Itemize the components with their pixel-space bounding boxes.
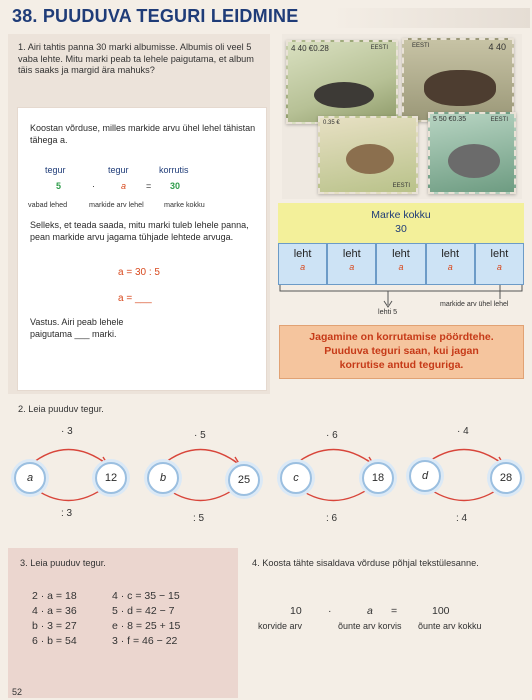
value-30: 30 xyxy=(170,181,181,191)
cycle3-top: · 6 xyxy=(326,430,338,441)
task3-eq-left-1: 2 · a = 18 xyxy=(32,590,77,602)
rule-line-1: Jagamine on korrutamise pöördtehe. xyxy=(309,331,494,343)
card-intro: Koostan võrduse, milles markide arvu ühel lehel tähistan tähega a. xyxy=(30,123,256,145)
task4-n1: 10 xyxy=(290,605,302,617)
lehti-label: lehti 5 xyxy=(378,307,398,316)
card-explanation: Selleks, et teada saada, mitu marki tuleb lehele panna, pean markide arvu jagama tühjade lehtede arvuga. xyxy=(30,220,249,242)
badger-illustration xyxy=(314,82,374,108)
task2-label: 2. Leia puuduv tegur. xyxy=(18,404,104,414)
task4-label: 4. Koosta tähte sisaldava võrduse põhjal tekstülesanne. xyxy=(252,558,479,568)
task4-n3: 100 xyxy=(432,605,450,617)
task4-n2: a xyxy=(367,605,373,617)
boar-illustration xyxy=(424,70,496,106)
cycle1-left: a xyxy=(14,462,46,494)
task4-eq: = xyxy=(391,605,398,617)
equals-sign: = xyxy=(146,181,152,191)
leht-cell: leht a xyxy=(475,243,524,285)
task3-eq-right-2: 5 · d = 42 − 7 xyxy=(112,605,175,617)
leht-row xyxy=(278,243,524,285)
task3-label: 3. Leia puuduv tegur. xyxy=(20,558,106,568)
task3-eq-right-4: 3 · f = 46 − 22 xyxy=(112,635,178,647)
marke-kokku-total: 30 xyxy=(395,223,407,235)
leht-cell: leht a xyxy=(376,243,425,285)
equation-1: a = 30 : 5 xyxy=(118,267,160,278)
rule-box xyxy=(279,325,524,379)
leht-cell: leht a xyxy=(327,243,376,285)
lynx-illustration xyxy=(448,144,500,178)
stamp-hare: 0.35 € EESTI xyxy=(318,116,418,194)
cycle4-left: d xyxy=(409,460,441,492)
hare-illustration xyxy=(346,144,394,174)
cycle4-top: · 4 xyxy=(457,426,469,437)
task3-eq-left-2: 4 · a = 36 xyxy=(32,605,77,617)
sub-vabad-lehed: vabad lehed xyxy=(28,200,68,209)
cycle3-left: c xyxy=(280,462,312,494)
label-tegur-1: tegur xyxy=(45,165,66,175)
page-title: 38. PUUDUVA TEGURI LEIDMINE xyxy=(12,6,299,26)
task3-eq-left-4: 6 · b = 54 xyxy=(32,635,77,647)
rule-line-3: korrutise antud teguriga. xyxy=(339,359,464,371)
header-fade xyxy=(330,8,530,28)
label-korrutis: korrutis xyxy=(159,165,189,175)
cycle-arrows xyxy=(0,430,532,530)
task3-eq-right-1: 4 · c = 35 − 15 xyxy=(112,590,180,602)
task3-panel xyxy=(8,548,238,698)
cycle2-top: · 5 xyxy=(194,430,206,441)
cycle3-right: 18 xyxy=(362,462,394,494)
task4-panel xyxy=(240,548,532,698)
cycle2-left: b xyxy=(147,462,179,494)
page-number: 52 xyxy=(12,687,23,697)
markide-label: markide arv ühel lehel xyxy=(440,301,509,308)
task3-eq-right-3: e · 8 = 25 + 15 xyxy=(112,620,181,632)
task1-question: 1. Airi tahtis panna 30 marki albumisse. Albumis oli veel 5 vaba lehte. Mitu marki peab ta lehele paigutama, et album täis saaks ja margid ära mahuks? xyxy=(18,42,254,75)
sub-markide-arv: markide arv lehel xyxy=(89,200,144,209)
task4-l1: korvide arv xyxy=(258,621,303,631)
value-5: 5 xyxy=(56,181,62,191)
stamps-image xyxy=(282,34,522,199)
cycle2-bottom: : 5 xyxy=(193,513,205,524)
cycle1-right: 12 xyxy=(95,462,127,494)
cycle2-right: 25 xyxy=(228,464,260,496)
answer-text: Vastus. Airi peab lehele paigutama ___ marki. xyxy=(30,317,124,339)
stamp-boar: EESTI 4 40 xyxy=(402,38,514,122)
equation-2: a = ___ xyxy=(118,293,152,304)
stamp-badger: 4 40 €0.28 EESTI xyxy=(286,40,398,124)
task3-eq-left-3: b · 3 = 27 xyxy=(32,620,77,632)
leht-cell: leht a xyxy=(278,243,327,285)
sub-marke-kokku: marke kokku xyxy=(164,200,205,209)
marke-kokku-title: Marke kokku xyxy=(371,209,431,221)
marke-kokku-box xyxy=(278,203,524,243)
cycle1-top: · 3 xyxy=(61,426,73,437)
label-tegur-2: tegur xyxy=(108,165,129,175)
rule-line-2: Puuduva teguri saan, kui jagan xyxy=(324,345,479,357)
task4-l2: õunte arv korvis xyxy=(338,621,402,631)
task4-l3: õunte arv kokku xyxy=(418,621,482,631)
dot-sign: · xyxy=(92,181,95,191)
cycle4-right: 28 xyxy=(490,462,522,494)
cycle1-bottom: : 3 xyxy=(61,508,73,519)
task4-dot: · xyxy=(328,605,332,617)
cycle4-bottom: : 4 xyxy=(456,513,468,524)
cycle3-bottom: : 6 xyxy=(326,513,338,524)
stamp-lynx: 5 50 €0.35 EESTI xyxy=(428,112,516,194)
leht-cell: leht a xyxy=(426,243,475,285)
solution-card xyxy=(18,108,266,390)
value-a: a xyxy=(121,181,127,191)
